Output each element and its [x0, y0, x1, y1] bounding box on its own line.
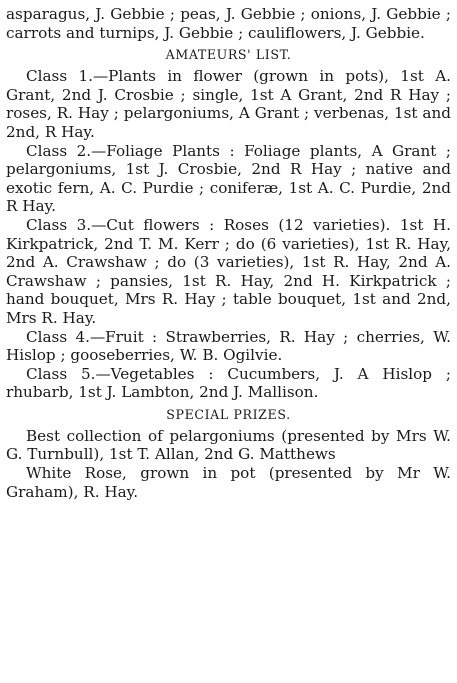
class-3-paragraph: Class 3.—Cut flowers : Roses (12 varieties). 1st H. Kirkpatrick, 2nd T. M. Kerr ; do (6 varieties), 1st R. Hay, 2nd A. Crawshaw ; do (3 varieties), 1st R. Hay, 2nd A. Crawshaw ; pansies, 1st R. Hay, 2nd H. Kirkpatrick ; hand bouquet, Mrs R. Hay ; table bouquet, 1st and 2nd, Mrs R. Hay. [6, 215, 451, 327]
special-prizes-heading: SPECIAL PRIZES. [166, 406, 291, 422]
class-2-paragraph: Class 2.—Foliage Plants : Foliage plants, A Grant ; pelargoniums, 1st J. Crosbie, 2nd R Hay ; native and exotic fern, A. C. Purdie ; coniferæ, 1st A. C. Purdie, 2nd R Hay. [6, 141, 451, 216]
special-prize-white-rose: White Rose, grown in pot (presented by Mr W. Graham), R. Hay. [6, 464, 451, 501]
class-5-paragraph: Class 5.—Vegetables : Cucumbers, J. A Hislop ; rhubarb, 1st J. Lambton, 2nd J. Mallison. [6, 364, 451, 402]
special-prize-pelargoniums: Best collection of pelargoniums (presented by Mrs W. G. Turnbull), 1st T. Allan, 2nd G. Matthews [6, 426, 451, 464]
amateurs-list-heading: AMATEURS' LIST. [165, 47, 292, 63]
vegetables-results-continued: asparagus, J. Gebbie ; peas, J. Gebbie ; onions, J. Gebbie ; carrots and turnips, J. Gebbie ; cauliflowers, J. Gebbie. [6, 5, 451, 42]
class-1-paragraph: Class 1.—Plants in flower (grown in pots), 1st A. Grant, 2nd J. Crosbie ; single, 1st A Grant, 2nd R Hay ; roses, R. Hay ; pelargoniums, A Grant ; verbenas, 1st and 2nd, R Hay. [6, 67, 451, 141]
class-4-paragraph: Class 4.—Fruit : Strawberries, R. Hay ; cherries, W. Hislop ; gooseberries, W. B. Ogilvie. [6, 327, 451, 365]
